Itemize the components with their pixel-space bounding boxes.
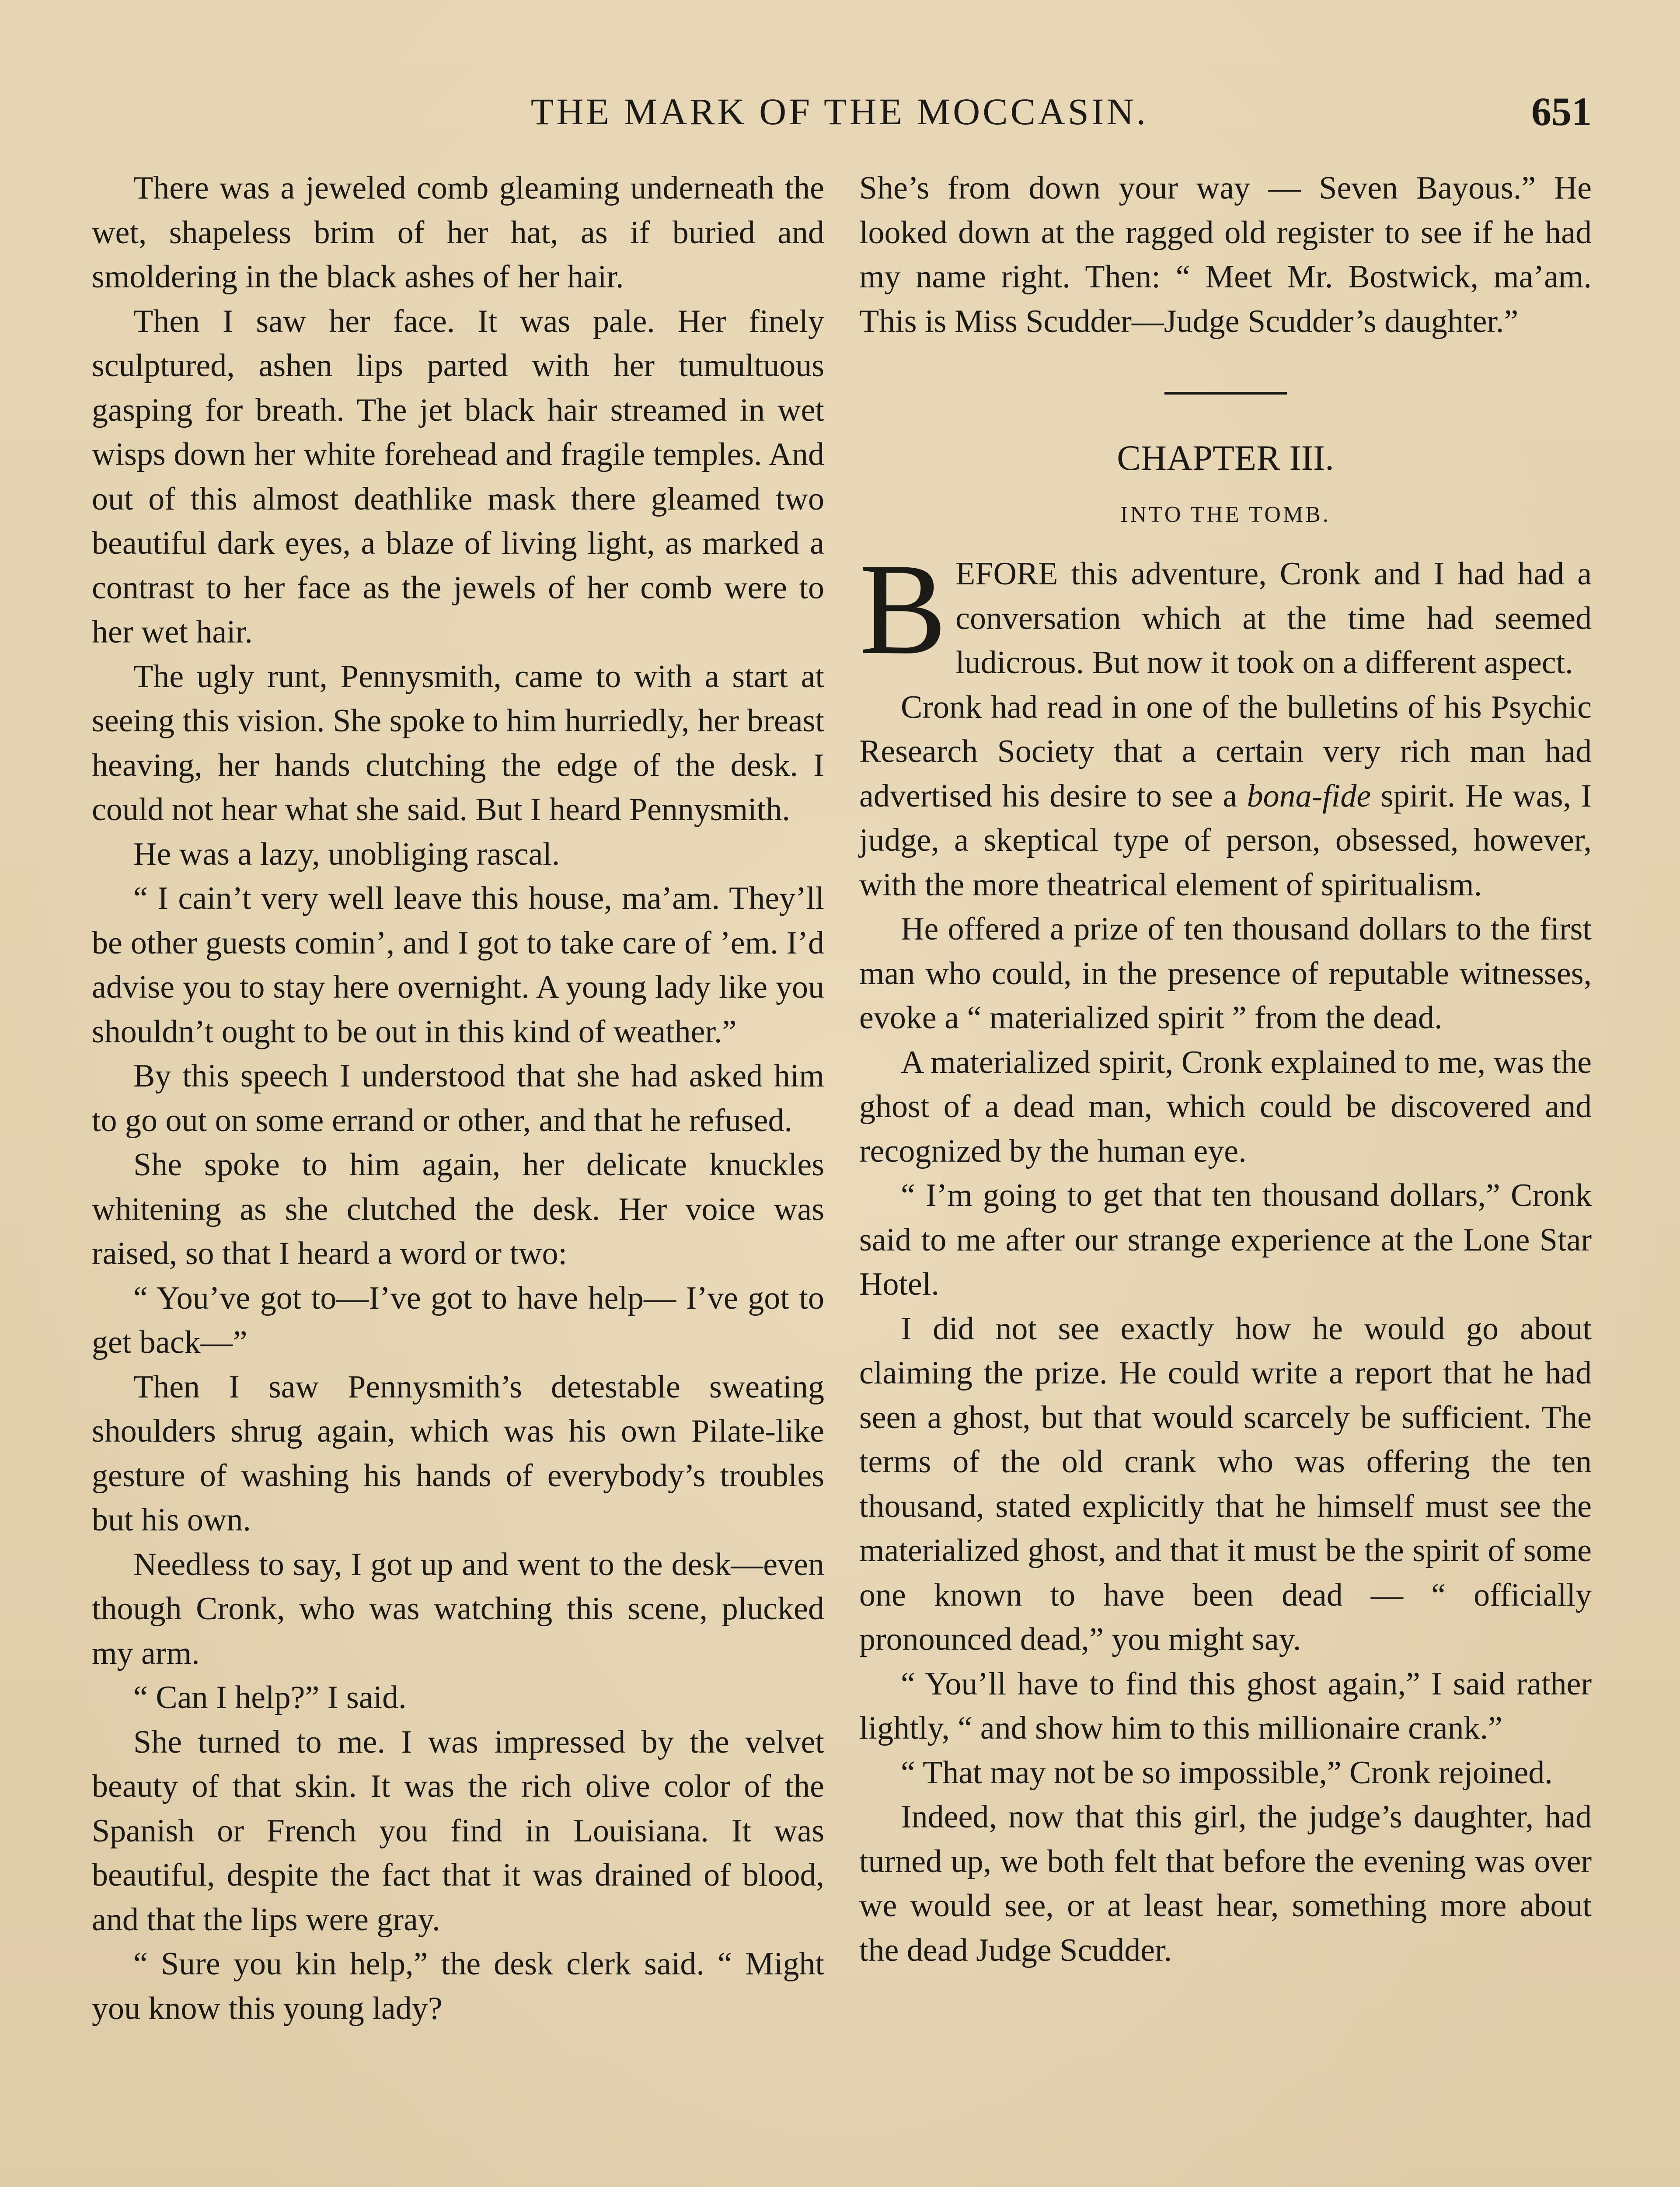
- paragraph: “ Sure you kin help,” the desk clerk said. “ Might you know this young lady?: [92, 1946, 824, 2026]
- paragraph: He was a lazy, unobliging rascal.: [133, 836, 560, 872]
- opening-text: EFORE this adventure, Cronk and I had had a conversation which at the time had seemed ludicrous. But now it took on a different aspect.: [955, 556, 1592, 681]
- paragraph: A materialized spirit, Cronk explained to me, was the ghost of a dead man, which could be discovered and recognized by the human eye.: [859, 1044, 1592, 1169]
- page-header: [87, 79, 1592, 144]
- italic-phrase: bona-fide: [1247, 778, 1371, 814]
- paragraph: “ That may not be so impossible,” Cronk rejoined.: [901, 1754, 1553, 1791]
- chapter-opening: [859, 536, 1592, 685]
- paragraph: She turned to me. I was impressed by the velvet beauty of that skin. It was the rich olive color of the Spanish or French you find in Louisiana. It was beautiful, despite the fact that it was drained of blood, and that the lips were gray.: [92, 1724, 824, 1938]
- paragraph: Indeed, now that this girl, the judge’s daughter, had turned up, we both felt that before the evening was over we would see, or at least hear, something more about the dead Judge Scudder.: [859, 1799, 1592, 1968]
- drop-cap: B: [859, 536, 947, 681]
- paragraph: [859, 685, 1592, 908]
- paragraph-text: Cronk had read in one of the bulletins of his Psychic Research Society that a certain very rich man had advertised his desire to see a bona-fide spirit. He was, I judge, a skeptical type of person, obsessed, however, with the more theatrical element of spiritualism.: [859, 689, 1592, 903]
- paragraph: “ You’ve got to—I’ve got to have help— I’ve got to get back—”: [92, 1280, 824, 1360]
- paragraph: “ Can I help?” I said.: [133, 1680, 407, 1715]
- paragraph-continued: She’s from down your way — Seven Bayous.” He looked down at the ragged old register to see if he had my name right. Then: “ Meet Mr. Bostwick, ma’am. This is Miss Scudder—Judge Scudder’s daughter.”: [859, 170, 1592, 339]
- paragraph: Then I saw her face. It was pale. Her finely sculptured, ashen lips parted with her tumultuous gasping for breath. The jet black hair streamed in wet wisps down her white forehead and fragile temples. And out of this almost deathlike mask there gleamed two beautiful dark eyes, a blaze of living light, as marked a contrast to her face as the jewels of her comb were to her wet hair.: [92, 303, 824, 650]
- paragraph: “ I cain’t very well leave this house, ma’am. They’ll be other guests comin’, and I got to take care of ’em. I’d advise you to stay here overnight. A young lady like you shouldn’t ought to be out in this kind of weather.”: [92, 880, 824, 1050]
- chapter-title: CHAPTER III.: [1117, 438, 1334, 478]
- chapter-subtitle: INTO THE TOMB.: [1120, 502, 1331, 527]
- paragraph: She spoke to him again, her delicate knuckles whitening as she clutched the desk. Her voice was raised, so that I heard a word or two:: [92, 1147, 824, 1272]
- paragraph: “ You’ll have to find this ghost again,” I said rather lightly, “ and show him to this millionaire crank.”: [859, 1666, 1592, 1746]
- paragraph: “ I’m going to get that ten thousand dollars,” Cronk said to me after our strange experience at the Lone Star Hotel.: [859, 1177, 1592, 1302]
- paragraph: The ugly runt, Pennysmith, came to with a start at seeing this vision. She spoke to him hurriedly, her breast heaving, her hands clutching the edge of the desk. I could not hear what she said. But I heard Pennysmith.: [92, 658, 824, 828]
- paragraph: There was a jeweled comb gleaming underneath the wet, shapeless brim of her hat, as if buried and smoldering in the black ashes of her hair.: [92, 170, 824, 295]
- paragraph: Needless to say, I got up and went to the desk—even though Cronk, who was watching this scene, plucked my arm.: [92, 1546, 824, 1671]
- paragraph: He offered a prize of ten thousand dollars to the first man who could, in the presence of reputable witnesses, evoke a “ materialized spirit ” from the dead.: [859, 911, 1592, 1036]
- paragraph: I did not see exactly how he would go about claiming the prize. He could write a report that he had seen a ghost, but that would scarcely be sufficient. The terms of the old crank who was offering the ten thousand, stated explicitly that he himself must see the materialized ghost, and that it must be the spirit of some one known to have been dead — “ officially pronounced dead,” you might say.: [859, 1310, 1592, 1657]
- left-column: [92, 166, 824, 2031]
- right-column: [859, 166, 1592, 1973]
- paragraph: Then I saw Pennysmith’s detestable sweating shoulders shrug again, which was his own Pilate-like gesture of washing his hands of everybody’s troubles but his own.: [92, 1369, 824, 1538]
- section-divider: [1164, 392, 1287, 395]
- paragraph: By this speech I understood that she had asked him to go out on some errand or other, and that he refused.: [92, 1058, 824, 1139]
- page-number: 651: [1531, 89, 1592, 134]
- running-title: THE MARK OF THE MOCCASIN.: [530, 91, 1149, 133]
